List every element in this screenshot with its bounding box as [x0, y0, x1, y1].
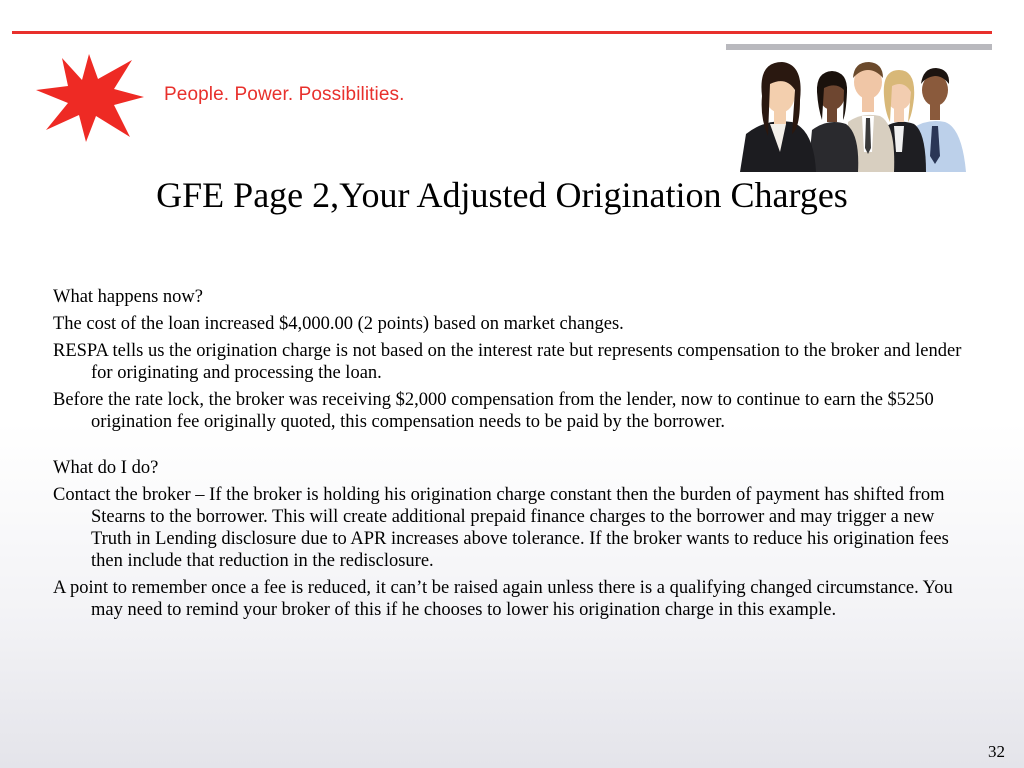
body-paragraph: RESPA tells us the origination charge is not based on the interest rate but represents compensation to the broker and lender for originating and processing the loan. — [53, 341, 962, 383]
body-paragraph: A point to remember once a fee is reduced, it can’t be raised again unless there is a qualifying changed circumstance. You may need to remind your broker of this if he chooses to lower his origination charge in this example. — [53, 578, 953, 620]
slide-title: GFE Page 2,Your Adjusted Origination Charges — [156, 175, 848, 215]
page-number: 32 — [988, 742, 1005, 761]
red-starburst-logo-icon — [34, 52, 146, 144]
header-gray-rule — [726, 44, 992, 50]
header-red-rule — [12, 31, 992, 34]
brand-tagline: People. Power. Possibilities. — [164, 84, 405, 105]
slide-body — [53, 286, 965, 626]
body-paragraph: The cost of the loan increased $4,000.00 (2 points) based on market changes. — [53, 314, 624, 334]
body-paragraph: What happens now? — [53, 287, 204, 307]
business-people-photo-icon — [740, 56, 976, 172]
body-paragraph: Before the rate lock, the broker was receiving $2,000 compensation from the lender, now to continue to earn the $5250 origination fee originally quoted, this compensation needs to be paid by the borrower. — [53, 390, 934, 432]
body-paragraph: What do I do? — [53, 458, 159, 478]
body-paragraph: Contact the broker – If the broker is holding his origination charge constant then the burden of payment has shifted from Stearns to the borrower. This will create additional prepaid finance charges to the borrower and may trigger a new Truth in Lending disclosure due to APR increases above tolerance. If the broker wants to reduce his origination fees then include that reduction in the redisclosure. — [53, 485, 949, 571]
